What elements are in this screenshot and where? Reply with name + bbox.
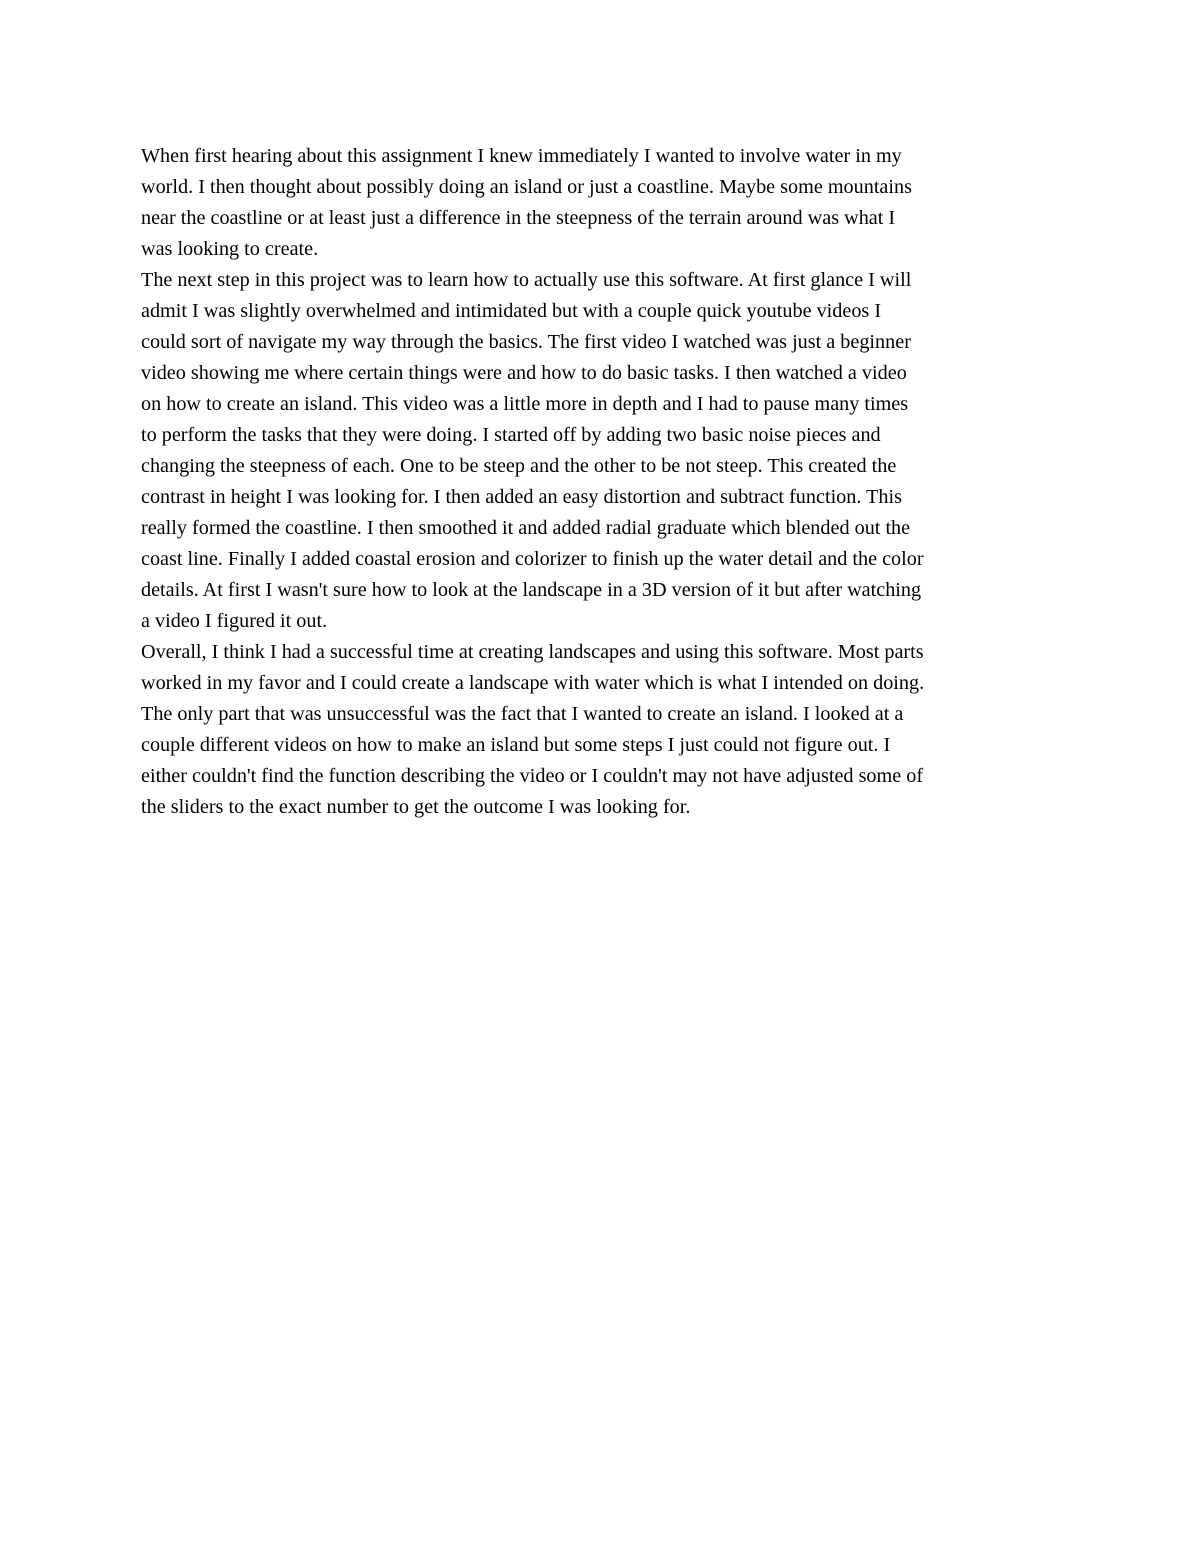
text-line: near the coastline or at least just a difference in the steepness of the terrain around was what I bbox=[141, 207, 896, 229]
text-line: coast line. Finally I added coastal erosion and colorizer to finish up the water detail and the color bbox=[141, 548, 924, 570]
document-body bbox=[141, 141, 1061, 823]
text-line: couple different videos on how to make an island but some steps I just could not figure out. I bbox=[141, 734, 891, 756]
text-line: on how to create an island. This video was a little more in depth and I had to pause many times bbox=[141, 393, 909, 415]
text-line: could sort of navigate my way through the basics. The first video I watched was just a beginner bbox=[141, 331, 911, 353]
text-line: worked in my favor and I could create a landscape with water which is what I intended on doing. bbox=[141, 672, 925, 694]
text-line: the sliders to the exact number to get the outcome I was looking for. bbox=[141, 796, 691, 818]
text-line: really formed the coastline. I then smoothed it and added radial graduate which blended out the bbox=[141, 517, 911, 539]
text-line: Overall, I think I had a successful time at creating landscapes and using this software. Most parts bbox=[141, 641, 924, 663]
text-line: world. I then thought about possibly doing an island or just a coastline. Maybe some mountains bbox=[141, 176, 912, 198]
text-line: either couldn't find the function describing the video or I couldn't may not have adjusted some of bbox=[141, 765, 924, 787]
text-line: video showing me where certain things were and how to do basic tasks. I then watched a video bbox=[141, 362, 907, 384]
text-line: contrast in height I was looking for. I then added an easy distortion and subtract function. This bbox=[141, 486, 902, 508]
text-line: details. At first I wasn't sure how to look at the landscape in a 3D version of it but after watching bbox=[141, 579, 922, 601]
text-line: was looking to create. bbox=[141, 238, 319, 260]
text-line: The only part that was unsuccessful was the fact that I wanted to create an island. I looked at a bbox=[141, 703, 904, 725]
text-line: a video I figured it out. bbox=[141, 610, 328, 632]
text-line: admit I was slightly overwhelmed and intimidated but with a couple quick youtube videos I bbox=[141, 300, 882, 322]
text-line: changing the steepness of each. One to be steep and the other to be not steep. This created the bbox=[141, 455, 897, 477]
text-line: The next step in this project was to learn how to actually use this software. At first glance I will bbox=[141, 269, 912, 291]
text-line: When first hearing about this assignment I knew immediately I wanted to involve water in my bbox=[141, 145, 902, 167]
text-line: to perform the tasks that they were doing. I started off by adding two basic noise pieces and bbox=[141, 424, 881, 446]
